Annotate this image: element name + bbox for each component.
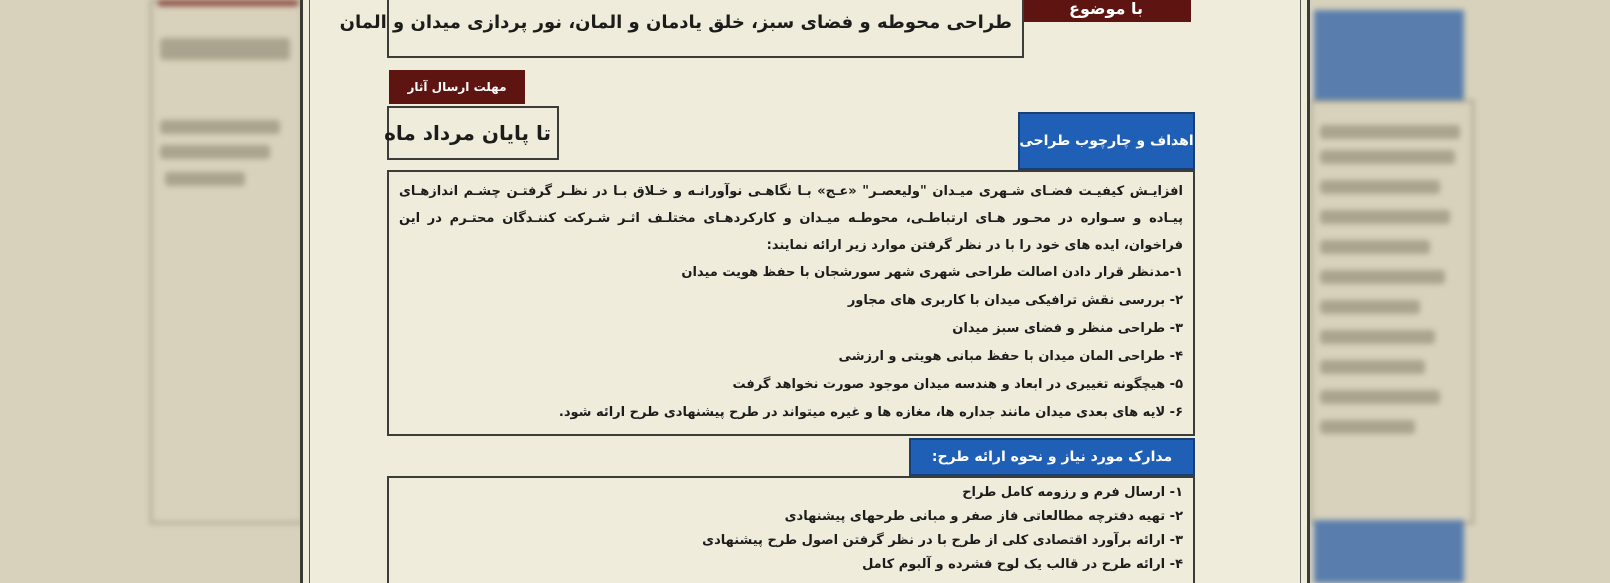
subject-label bbox=[1021, 0, 1191, 22]
goals-item-2: ۲- بررسی نقش ترافیکی میدان با کاربری های مجاور bbox=[847, 293, 1183, 308]
goals-item-6: ۶- لایه های بعدی میدان مانند جداره ها، مغازه ها و غیره میتواند در طرح پیشنهادی طرح ارائه شود. bbox=[558, 405, 1183, 420]
deadline-text: تا پایان مرداد ماه bbox=[384, 121, 551, 145]
deadline-box bbox=[384, 106, 559, 160]
deadline-label-text: مهلت ارسال آثار bbox=[407, 80, 507, 94]
call-document bbox=[300, 0, 1310, 583]
goals-box bbox=[387, 170, 1195, 436]
goals-paragraph: افزایـش کیفیـت فضـای شـهری میـدان "ولیعصـر" «عـج» بـا نگاهـی نوآورانـه و خـلاق بـا در نظـر گرفتـن چشـم اندازهـای پیـاده و سـواره در محـور هـای ارتباطـی، محوطـه میـدان و کارکردهـای مختلـف اثـر شـرکت کننـدگان محتـرم در این فراخوان، ایده های خود را با در نظر گرفتن موارد زیر ارائه نمایند: bbox=[399, 184, 1183, 253]
subject-text: طراحی محوطه و فضای سبز، خلق یادمان و المان، نور پردازی میدان و المان bbox=[339, 12, 1012, 33]
documents-heading bbox=[909, 438, 1195, 476]
documents-item-1: ۱- ارسال فرم و رزومه کامل طراح bbox=[962, 485, 1183, 500]
goals-heading-text: اهداف و چارچوب طراحی bbox=[1019, 133, 1194, 149]
subject-box bbox=[339, 0, 1024, 58]
documents-heading-text: مدارک مورد نیاز و نحوه ارائه طرح: bbox=[931, 449, 1173, 465]
blurred-background-right bbox=[1310, 0, 1610, 583]
subject-label-text: با موضوع bbox=[1069, 0, 1143, 18]
goals-item-4: ۴- طراحی المان میدان با حفظ مبانی هویتی و ارزشی bbox=[838, 349, 1183, 364]
documents-box bbox=[387, 476, 1195, 583]
documents-item-3: ۳- ارائه برآورد اقتصادی کلی از طرح با در نظر گرفتن اصول طرح پیشنهادی bbox=[702, 533, 1183, 548]
goals-item-1: ۱-مدنظر قرار دادن اصالت طراحی شهری شهر سورشجان با حفظ هویت میدان bbox=[681, 265, 1183, 280]
goals-heading bbox=[1018, 112, 1195, 170]
goals-item-5: ۵- هیچگونه تغییری در ابعاد و هندسه میدان موجود صورت نخواهد گرفت bbox=[732, 377, 1183, 392]
deadline-label bbox=[389, 70, 525, 104]
documents-item-4: ۴- ارائه طرح در قالب یک لوح فشرده و آلبوم کامل bbox=[862, 557, 1183, 572]
blurred-background-left bbox=[0, 0, 300, 583]
documents-item-2: ۲- تهیه دفترچه مطالعاتی فاز صفر و مبانی طرحهای پیشنهادی bbox=[784, 509, 1183, 524]
goals-item-3: ۳- طراحی منظر و فضای سبز میدان bbox=[952, 321, 1183, 336]
